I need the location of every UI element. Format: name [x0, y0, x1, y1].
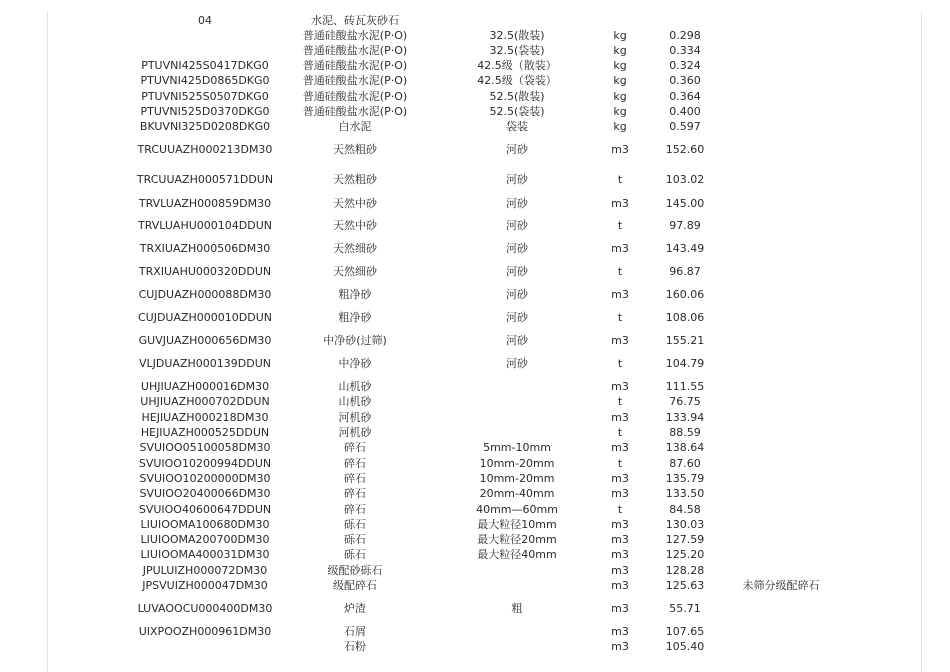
cell-name: 天然细砂	[333, 265, 377, 278]
cell-price: 0.597	[669, 120, 701, 133]
cell-spec: 袋装	[506, 120, 528, 133]
table-row	[0, 639, 950, 654]
table-row	[0, 310, 950, 325]
cell-price: 84.58	[669, 503, 701, 516]
cell-unit: m3	[611, 288, 629, 301]
cell-unit: kg	[613, 120, 627, 133]
cell-code: HEJIUAZH000525DDUN	[140, 426, 270, 439]
cell-spec: 最大粒径10mm	[477, 518, 557, 531]
cell-price: 0.364	[669, 90, 701, 103]
cell-spec: 河砂	[506, 242, 528, 255]
cell-price: 105.40	[665, 640, 705, 653]
cell-name: 水泥、砖瓦灰砂石	[311, 14, 399, 27]
cell-price: 138.64	[665, 441, 705, 454]
cell-code: 04	[198, 14, 212, 27]
table-row	[0, 119, 950, 134]
cell-unit: m3	[611, 487, 629, 500]
cell-code: PTUVNI425S0417DKG0	[141, 59, 269, 72]
table-row	[0, 104, 950, 119]
table-row	[0, 563, 950, 578]
cell-code: CUJDUAZH000088DM30	[138, 288, 272, 301]
cell-code: TRVLUAHU000104DDUN	[138, 219, 272, 232]
cell-price: 145.00	[665, 197, 705, 210]
cell-name: 粗净砂	[338, 311, 372, 324]
cell-name: 普通硅酸盐水泥(P·O)	[302, 29, 408, 42]
cell-spec: 河砂	[506, 334, 528, 347]
cell-price: 97.89	[669, 219, 701, 232]
cell-code: JPSVUIZH000047DM30	[142, 579, 268, 592]
cell-price: 55.71	[669, 602, 701, 615]
table-row	[0, 517, 950, 532]
cell-unit: kg	[613, 105, 627, 118]
cell-name: 白水泥	[338, 120, 372, 133]
cell-code: SVUIOO40600647DDUN	[138, 503, 272, 516]
cell-price: 0.324	[669, 59, 701, 72]
cell-price: 96.87	[669, 265, 701, 278]
cell-unit: m3	[611, 242, 629, 255]
cell-spec: 河砂	[506, 219, 528, 232]
table-row	[0, 394, 950, 409]
cell-price: 160.06	[665, 288, 705, 301]
cell-name: 天然细砂	[333, 242, 377, 255]
table-row	[0, 486, 950, 501]
cell-name: 天然粗砂	[333, 173, 377, 186]
cell-spec: 52.5(散装)	[489, 90, 545, 103]
cell-spec: 最大粒径20mm	[477, 533, 557, 546]
cell-unit: m3	[611, 533, 629, 546]
cell-unit: m3	[611, 411, 629, 424]
table-row	[0, 142, 950, 157]
table-row	[0, 28, 950, 43]
cell-spec: 20mm-40mm	[479, 487, 555, 500]
cell-price: 135.79	[665, 472, 705, 485]
cell-spec: 河砂	[506, 265, 528, 278]
table-row	[0, 471, 950, 486]
cell-unit: kg	[613, 90, 627, 103]
table-row	[0, 410, 950, 425]
cell-price: 143.49	[665, 242, 705, 255]
cell-unit: kg	[613, 74, 627, 87]
cell-unit: t	[617, 395, 623, 408]
cell-price: 125.63	[665, 579, 705, 592]
cell-name: 河机砂	[338, 426, 372, 439]
cell-price: 108.06	[665, 311, 705, 324]
cell-name: 碎石	[344, 472, 366, 485]
cell-price: 155.21	[665, 334, 705, 347]
cell-price: 130.03	[665, 518, 705, 531]
cell-price: 125.20	[665, 548, 705, 561]
cell-spec: 32.5(散装)	[489, 29, 545, 42]
cell-name: 级配碎石	[333, 579, 377, 592]
cell-name: 普通硅酸盐水泥(P·O)	[302, 105, 408, 118]
cell-name: 中净砂(过筛)	[323, 334, 387, 347]
table-row	[0, 502, 950, 517]
cell-name: 砾石	[344, 533, 366, 546]
cell-price: 88.59	[669, 426, 701, 439]
cell-price: 103.02	[665, 173, 705, 186]
cell-price: 152.60	[665, 143, 705, 156]
cell-price: 111.55	[665, 380, 705, 393]
table-row	[0, 58, 950, 73]
cell-code: TRXIUAHU000320DDUN	[138, 265, 272, 278]
table-row	[0, 333, 950, 348]
cell-price: 0.360	[669, 74, 701, 87]
cell-price: 104.79	[665, 357, 705, 370]
cell-unit: m3	[611, 625, 629, 638]
table-row	[0, 532, 950, 547]
cell-code: GUVJUAZH000656DM30	[138, 334, 272, 347]
cell-name: 山机砂	[338, 380, 372, 393]
cell-name: 石粉	[344, 640, 366, 653]
cell-spec: 粗	[511, 602, 523, 615]
cell-code: TRVLUAZH000859DM30	[138, 197, 272, 210]
cell-unit: m3	[611, 548, 629, 561]
cell-name: 级配砂砾石	[327, 564, 383, 577]
cell-unit: m3	[611, 602, 629, 615]
cell-code: BKUVNI325D0208DKG0	[139, 120, 271, 133]
table-row	[0, 624, 950, 639]
table-row	[0, 379, 950, 394]
cell-code: LIUIOOMA100680DM30	[140, 518, 270, 531]
cell-unit: m3	[611, 441, 629, 454]
cell-code: JPULUIZH000072DM30	[142, 564, 268, 577]
cell-name: 石屑	[344, 625, 366, 638]
cell-code: HEJIUAZH000218DM30	[141, 411, 269, 424]
cell-price: 128.28	[665, 564, 705, 577]
cell-unit: kg	[613, 59, 627, 72]
cell-name: 普通硅酸盐水泥(P·O)	[302, 90, 408, 103]
cell-note: 未筛分级配碎石	[742, 579, 820, 592]
cell-spec: 32.5(袋装)	[489, 44, 545, 57]
cell-code: CUJDUAZH000010DDUN	[137, 311, 273, 324]
cell-code: LUVAOOCU000400DM30	[137, 602, 273, 615]
cell-name: 普通硅酸盐水泥(P·O)	[302, 59, 408, 72]
cell-unit: m3	[611, 472, 629, 485]
cell-spec: 5mm-10mm	[483, 441, 551, 454]
table-row	[0, 89, 950, 104]
cell-name: 天然中砂	[333, 219, 377, 232]
table-row	[0, 13, 950, 28]
cell-spec: 河砂	[506, 357, 528, 370]
cell-name: 炉渣	[344, 602, 366, 615]
cell-name: 中净砂	[338, 357, 372, 370]
table-row	[0, 356, 950, 371]
cell-code: PTUVNI525D0370DKG0	[140, 105, 270, 118]
cell-unit: t	[617, 219, 623, 232]
cell-spec: 河砂	[506, 288, 528, 301]
cell-code: LIUIOOMA400031DM30	[140, 548, 270, 561]
cell-spec: 42.5级（散装）	[477, 59, 557, 72]
cell-code: UIXPOOZH000961DM30	[138, 625, 272, 638]
cell-code: PTUVNI525S0507DKG0	[141, 90, 269, 103]
cell-spec: 10mm-20mm	[479, 472, 555, 485]
cell-unit: m3	[611, 197, 629, 210]
cell-name: 天然粗砂	[333, 143, 377, 156]
cell-code: PTUVNI425D0865DKG0	[140, 74, 270, 87]
cell-price: 0.400	[669, 105, 701, 118]
cell-spec: 52.5(袋装)	[489, 105, 545, 118]
cell-unit: t	[617, 457, 623, 470]
cell-price: 87.60	[669, 457, 701, 470]
cell-code: SVUIOO10200994DDUN	[138, 457, 272, 470]
table-row	[0, 264, 950, 279]
cell-unit: m3	[611, 640, 629, 653]
cell-unit: m3	[611, 579, 629, 592]
cell-name: 砾石	[344, 548, 366, 561]
cell-name: 天然中砂	[333, 197, 377, 210]
table-row	[0, 547, 950, 562]
cell-code: UHJIUAZH000702DDUN	[140, 395, 270, 408]
cell-name: 普通硅酸盐水泥(P·O)	[302, 74, 408, 87]
cell-unit: m3	[611, 143, 629, 156]
cell-name: 碎石	[344, 487, 366, 500]
cell-code: TRXIUAZH000506DM30	[139, 242, 271, 255]
cell-price: 0.334	[669, 44, 701, 57]
cell-code: SVUIOO20400066DM30	[139, 487, 271, 500]
cell-name: 碎石	[344, 457, 366, 470]
cell-name: 碎石	[344, 441, 366, 454]
cell-unit: t	[617, 265, 623, 278]
table-row	[0, 43, 950, 58]
table-row	[0, 578, 950, 593]
cell-unit: m3	[611, 518, 629, 531]
table-row	[0, 73, 950, 88]
cell-code: LIUIOOMA200700DM30	[140, 533, 270, 546]
cell-spec: 10mm-20mm	[479, 457, 555, 470]
cell-unit: t	[617, 357, 623, 370]
cell-price: 0.298	[669, 29, 701, 42]
cell-name: 普通硅酸盐水泥(P·O)	[302, 44, 408, 57]
cell-code: UHJIUAZH000016DM30	[140, 380, 270, 393]
cell-spec: 最大粒径40mm	[477, 548, 557, 561]
table-row	[0, 241, 950, 256]
cell-name: 碎石	[344, 503, 366, 516]
cell-code: TRCUUAZH000213DM30	[137, 143, 273, 156]
cell-price: 133.50	[665, 487, 705, 500]
table-row	[0, 425, 950, 440]
table-row	[0, 601, 950, 616]
cell-spec: 42.5级（袋装）	[477, 74, 557, 87]
cell-unit: t	[617, 503, 623, 516]
cell-name: 砾石	[344, 518, 366, 531]
cell-price: 127.59	[665, 533, 705, 546]
cell-spec: 40mm—60mm	[476, 503, 558, 516]
table-row	[0, 172, 950, 187]
cell-unit: m3	[611, 380, 629, 393]
cell-spec: 河砂	[506, 173, 528, 186]
cell-spec: 河砂	[506, 311, 528, 324]
cell-spec: 河砂	[506, 197, 528, 210]
table-row	[0, 218, 950, 233]
cell-price: 76.75	[669, 395, 701, 408]
table-row	[0, 456, 950, 471]
cell-code: SVUIOO10200000DM30	[139, 472, 271, 485]
cell-unit: t	[617, 426, 623, 439]
cell-unit: t	[617, 173, 623, 186]
cell-unit: kg	[613, 44, 627, 57]
cell-spec: 河砂	[506, 143, 528, 156]
cell-code: SVUIOO05100058DM30	[139, 441, 271, 454]
table-row	[0, 196, 950, 211]
cell-name: 山机砂	[338, 395, 372, 408]
cell-unit: m3	[611, 334, 629, 347]
cell-unit: t	[617, 311, 623, 324]
cell-price: 107.65	[665, 625, 705, 638]
cell-code: VLJDUAZH000139DDUN	[139, 357, 271, 370]
cell-price: 133.94	[665, 411, 705, 424]
cell-unit: m3	[611, 564, 629, 577]
cell-name: 粗净砂	[338, 288, 372, 301]
table-row	[0, 287, 950, 302]
table-row	[0, 440, 950, 455]
cell-name: 河机砂	[338, 411, 372, 424]
cell-code: TRCUUAZH000571DDUN	[136, 173, 274, 186]
cell-unit: kg	[613, 29, 627, 42]
